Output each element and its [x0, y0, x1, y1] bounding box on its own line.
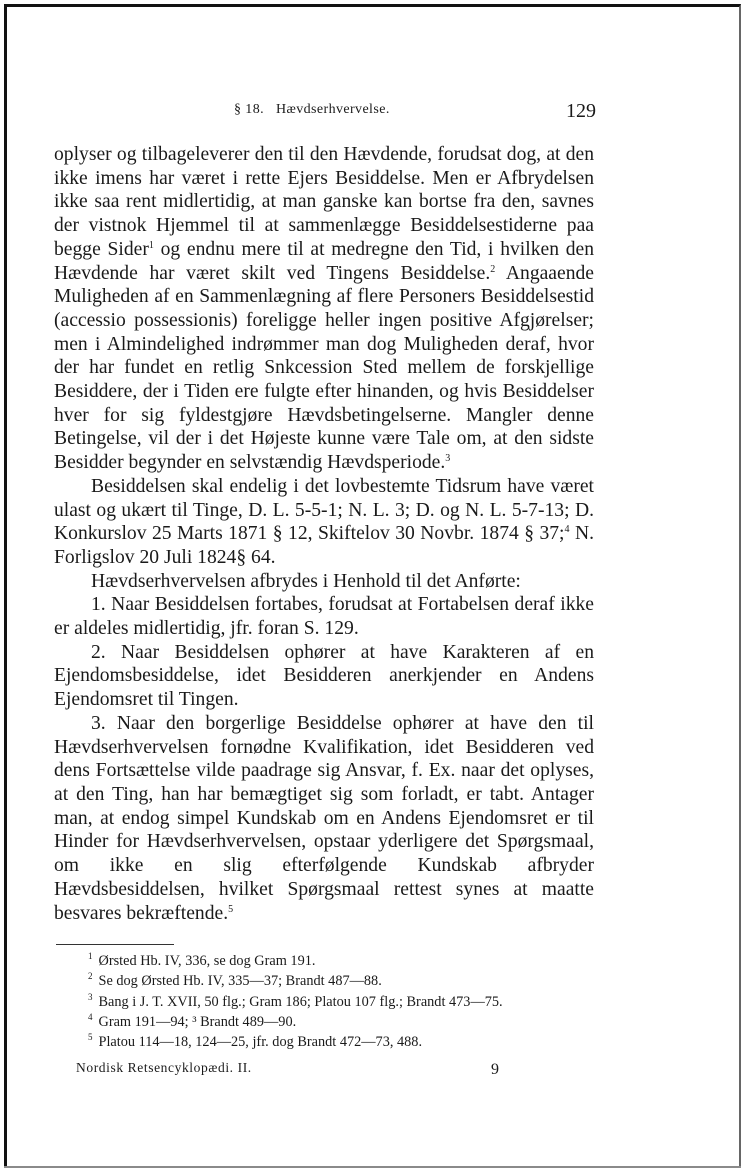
footnote-text: Platou 114—18, 124—25, jfr. dog Brandt 472—73, 488. [98, 1034, 423, 1051]
footnote-text: Gram 191—94; ³ Brandt 489—90. [98, 1013, 297, 1030]
footnote-ref: 1 [148, 239, 154, 251]
section-title: Hævdserhvervelse. [276, 102, 390, 117]
footnote [88, 1032, 648, 1052]
footnote-ref: 5 [228, 903, 234, 915]
text-run: Besiddelsen skal endelig i det lovbestemte Tidsrum have været ulast og ukært til Tinge, D. L. 5-5-1; N. L. 3; D. og N. L. 5-7-13; D. Konkurslov 25 Marts 1871 § 12, Skiftelov 30 Novbr. 1874 § 37; [54, 475, 594, 545]
running-head [234, 102, 390, 118]
section-number: § 18. [234, 102, 264, 117]
footnote-ref: 4 [564, 524, 570, 536]
list-item: 2. Naar Besiddelsen ophører at have Karakteren af en Ejendomsbesiddelse, idet Besidderen anerkjender en Andens Ejendomsret til Tingen. [54, 641, 594, 711]
page-number: 129 [566, 100, 596, 122]
footnotes [88, 951, 648, 1052]
footnote [88, 992, 648, 1012]
paragraph [54, 143, 594, 475]
footnote-text: Bang i J. T. XVII, 50 flg.; Gram 186; Platou 107 flg.; Brandt 473—75. [98, 993, 503, 1010]
sheet-number: 9 [491, 1061, 499, 1078]
footnote-text: Se dog Ørsted Hb. IV, 335—37; Brandt 487—88. [98, 973, 382, 990]
footnote-mark: 3 [88, 991, 93, 1002]
footnote-mark: 5 [88, 1032, 93, 1043]
footnote-text: Ørsted Hb. IV, 336, se dog Gram 191. [98, 953, 316, 969]
footnote-mark: 1 [88, 951, 93, 961]
paragraph [54, 475, 594, 570]
running-header [0, 98, 747, 128]
paragraph: Hævdserhvervelsen afbrydes i Henhold til det Anførte: [91, 570, 521, 592]
text-run: og endnu mere til at medregne den Tid, i hvilken den Hævdende har været skilt ved Tingens Besiddelse. [54, 238, 594, 284]
text-run: 3. Naar den borgerlige Besiddelse ophører at have den til Hævdserhvervelsen fornødne Kvalifikation, idet Besidderen ved dens Fortsættelse vilde paadrage sig Ansvar, f. Ex. naar det oplyses, at den Ting, han har bemægtiget sig som forladt, er tabt. Antager man, at endog simpel Kundskab om en Andens Ejendomsret er til Hinder for Hævdserhvervelsen, opstaar yderligere det Spørgsmaal, om ikke en slig efterfølgende Kundskab afbryder Hævdsbesiddelsen, hvilket Spørgsmaal rettest synes at maatte besvares bekræftende. [54, 712, 594, 924]
text-run: N. Forligslov 20 Juli 1824§ 64. [54, 523, 595, 568]
footnote [88, 1012, 648, 1032]
body-text [54, 143, 594, 925]
footnote-mark: 2 [88, 971, 93, 982]
footnote [88, 951, 648, 971]
scan-border-bottom [4, 1166, 741, 1168]
text-run: Angaaende Muligheden af en Sammenlægning af flere Personers Besiddelsestid (accessio possessionis) foreligge heller ingen positive Afgjørelser; men i Almindelighed indrømmer man dog Muligheden deraf, hvor der har fundet en retlig Snkcession Sted mellem de forskjellige Besiddere, der i Tiden ere fulgte efter hinanden, og hvis Besiddelser hver for sig fyldestgjøre Hævdsbetingelserne. Mangler denne Betingelse, vil der i det Højeste kunne være Tale om, at den sidste Besidder begynder en selvstændig Hævdsperiode. [54, 262, 594, 474]
list-item: 1. Naar Besiddelsen fortabes, forudsat at Fortabelsen deraf ikke er aldeles midlertidig, jfr. foran S. 129. [54, 594, 594, 640]
footnote [88, 971, 648, 991]
list-item [54, 712, 594, 925]
footnote-ref: 2 [490, 263, 496, 275]
text-run: oplyser og tilbageleverer den til den Hævdende, forudsat dog, at den ikke imens har været i rette Ejers Besiddelse. Men er Afbrydelsen ikke saa rent midlertidig, at man ganske kan bortse fra den, savnes der vistnok Hjemmel til at sammenlægge Besiddelsestiderne paa begge Sider [54, 144, 594, 260]
footnote-mark: 4 [88, 1011, 93, 1022]
footnote-divider [56, 944, 174, 945]
footnote-ref: 3 [445, 453, 451, 465]
signature-line: Nordisk Retsencyklopædi. II. [76, 1060, 252, 1075]
